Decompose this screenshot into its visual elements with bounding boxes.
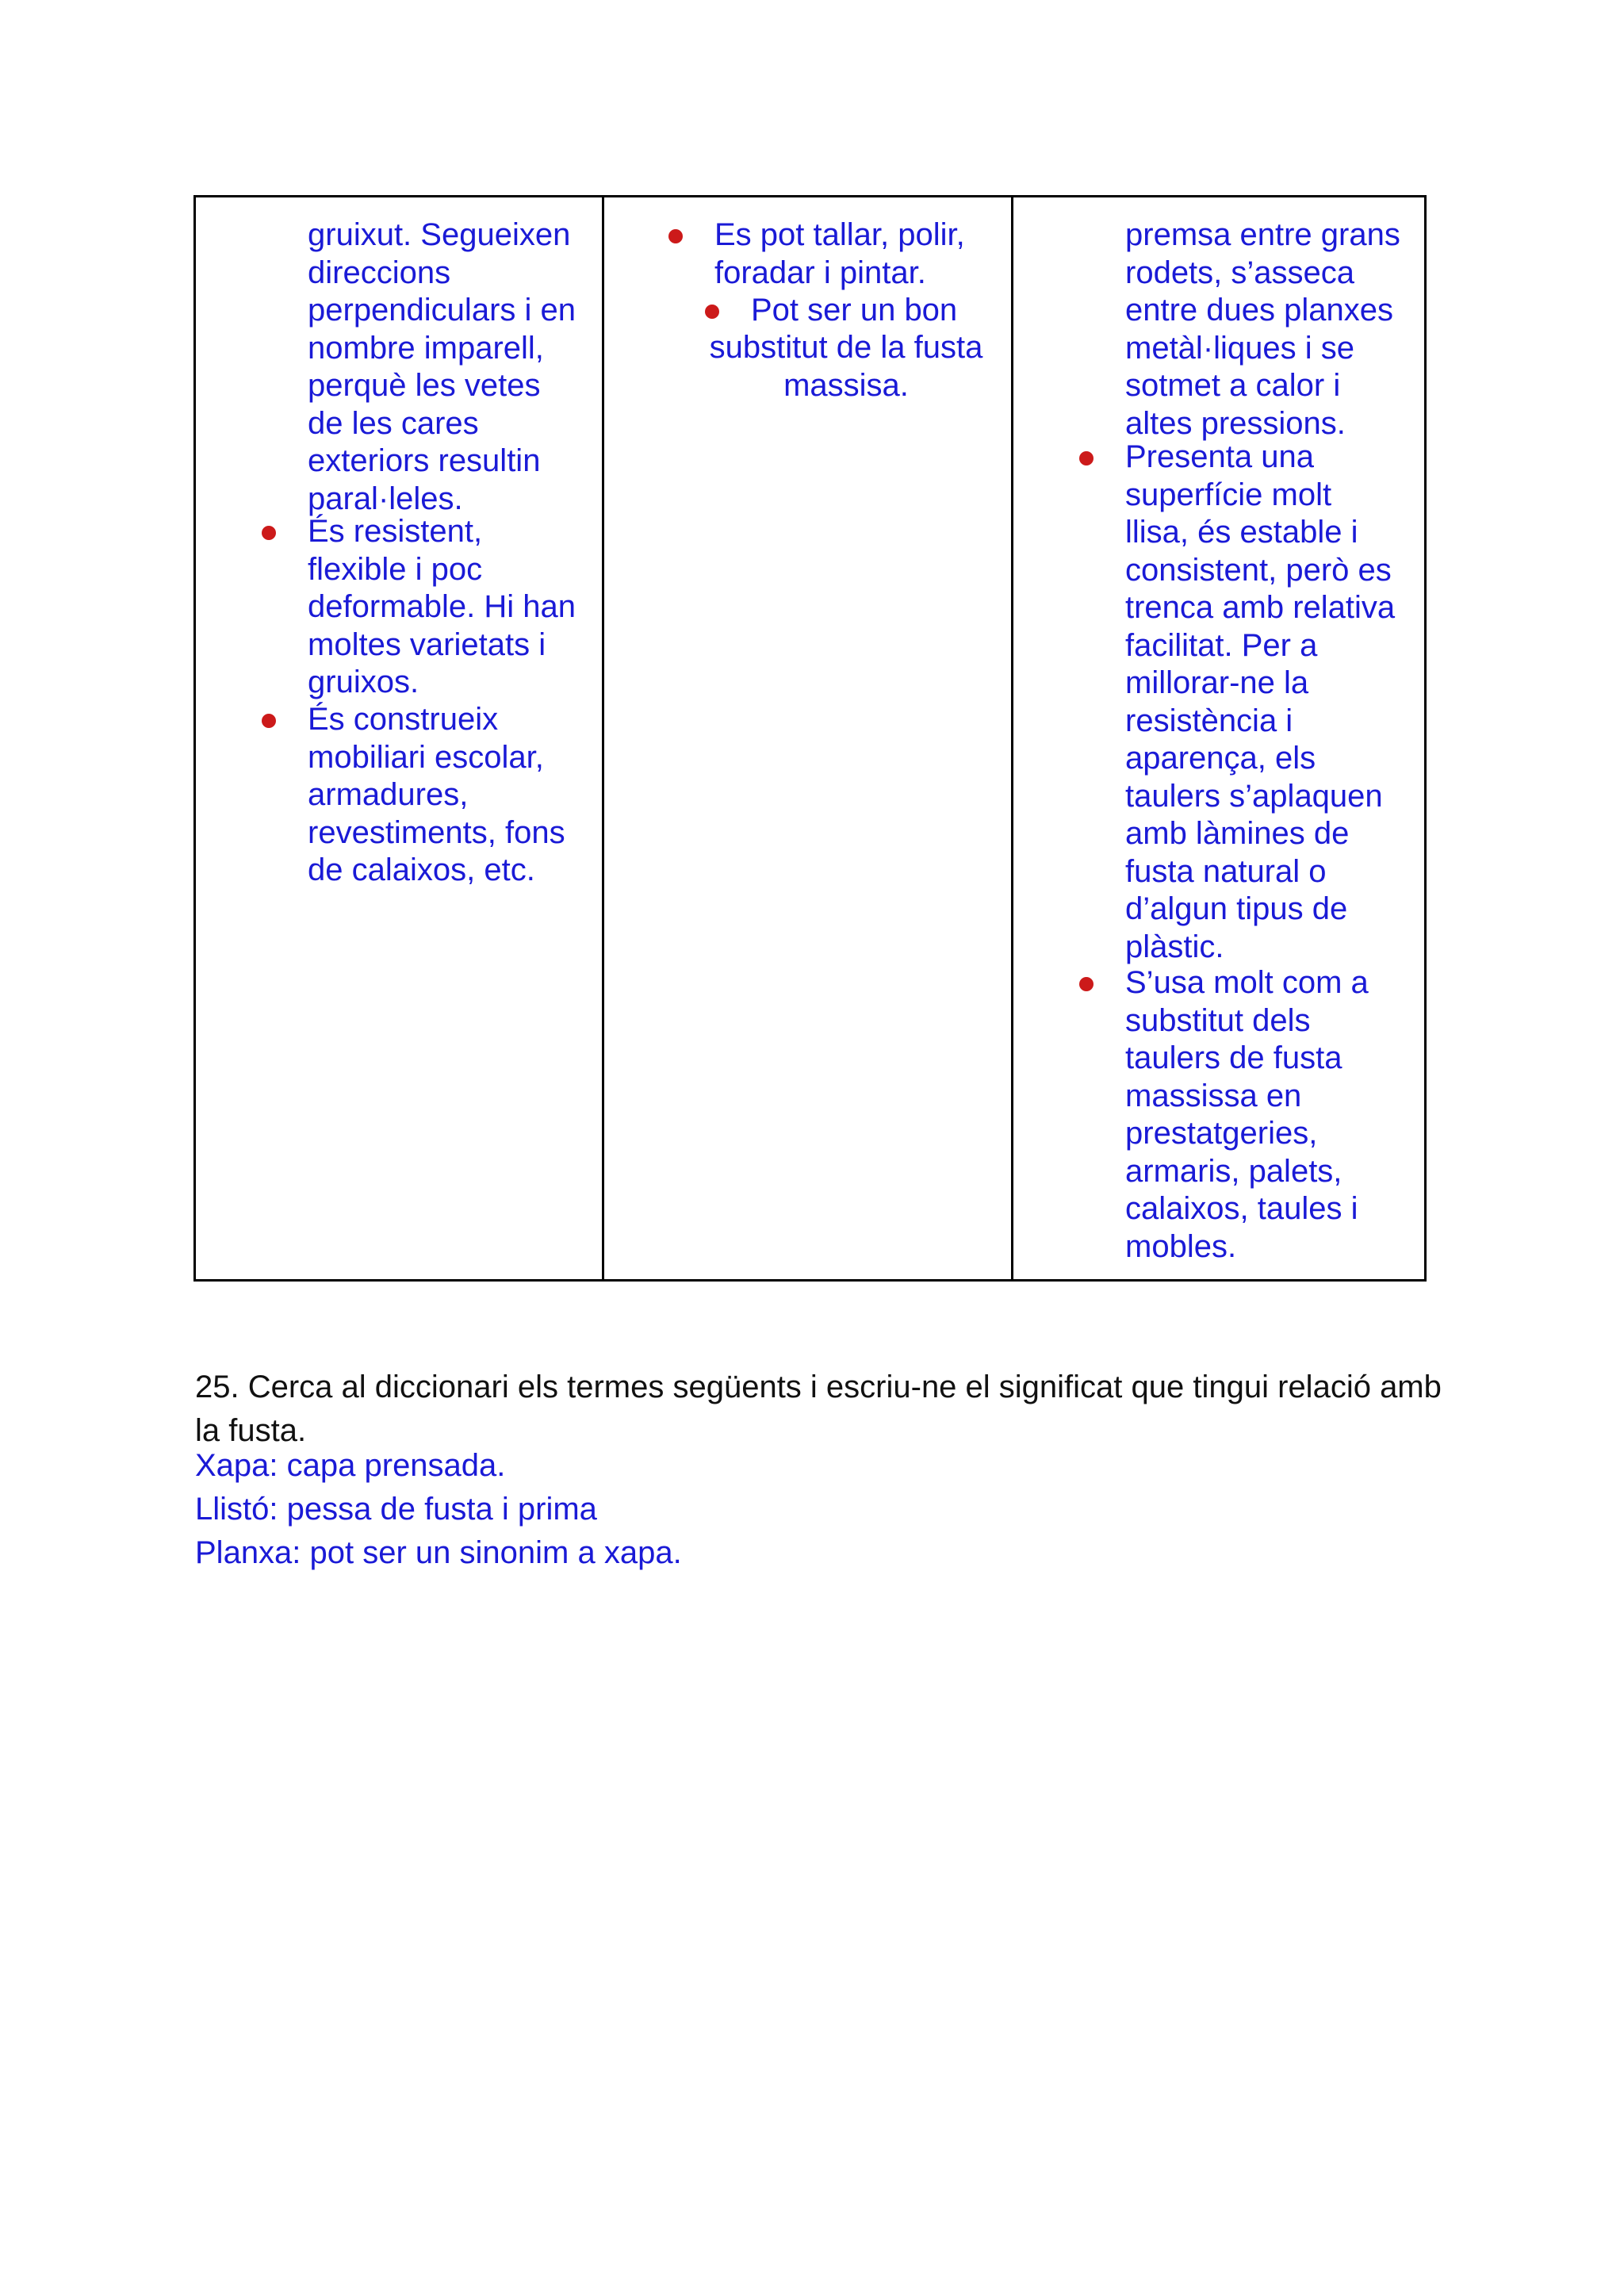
properties-table — [193, 195, 1427, 1282]
bullet-icon — [262, 526, 276, 540]
definition-llisto: Llistó: pessa de fusta i prima — [195, 1492, 597, 1527]
col2-bullet2-line1: Pot ser un bon — [751, 293, 958, 328]
bullet-icon — [1079, 451, 1094, 466]
col3-bullet2-text: S’usa molt com a substitut dels taulers de fusta massissa en prestatgeries, armaris, palets, calaixos, taules i mobles. — [1125, 965, 1369, 1264]
col3-intro-text: premsa entre grans rodets, s’asseca entre dues planxes metàl·liques i se sotmet a calor i altes pressions. — [1125, 217, 1400, 441]
col2-bullet2-rest: substitut de la fusta massisa. — [709, 330, 983, 403]
col2-bullet1-text: Es pot tallar, polir, foradar i pintar. — [714, 217, 965, 290]
table-cell-col1 — [196, 197, 604, 1279]
col1-bullet1-text: És resistent, flexible i poc deformable. Hi han moltes varietats i gruixos. — [308, 514, 576, 699]
col3-bullet1-text: Presenta una superfície molt llisa, és estable i consistent, però es trenca amb relativa facilitat. Per a millorar-ne la resistència i aparença, els taulers s’aplaquen amb làmines de fusta natural o d’algun tipus de plàstic. — [1125, 439, 1396, 964]
bullet-icon — [1079, 977, 1094, 991]
definition-planxa: Planxa: pot ser un sinonim a xapa. — [195, 1535, 682, 1570]
bullet-icon — [262, 714, 276, 728]
definition-xapa: Xapa: capa prensada. — [195, 1448, 506, 1483]
col1-bullet2-text: És construeix mobiliari escolar, armadures, revestiments, fons de calaixos, etc. — [308, 702, 565, 887]
col1-intro-text: gruixut. Segueixen direccions perpendiculars i en nombre imparell, perquè les vetes de les cares exteriors resultin paral·leles. — [308, 217, 576, 516]
bullet-icon — [668, 229, 683, 243]
question-text: 25. Cerca al diccionari els termes següents i escriu-ne el significat que tingui relació amb la fusta. — [195, 1370, 1442, 1448]
table-cell-col3 — [1013, 197, 1424, 1279]
bullet-icon — [705, 305, 719, 319]
table-cell-col2 — [604, 197, 1013, 1279]
